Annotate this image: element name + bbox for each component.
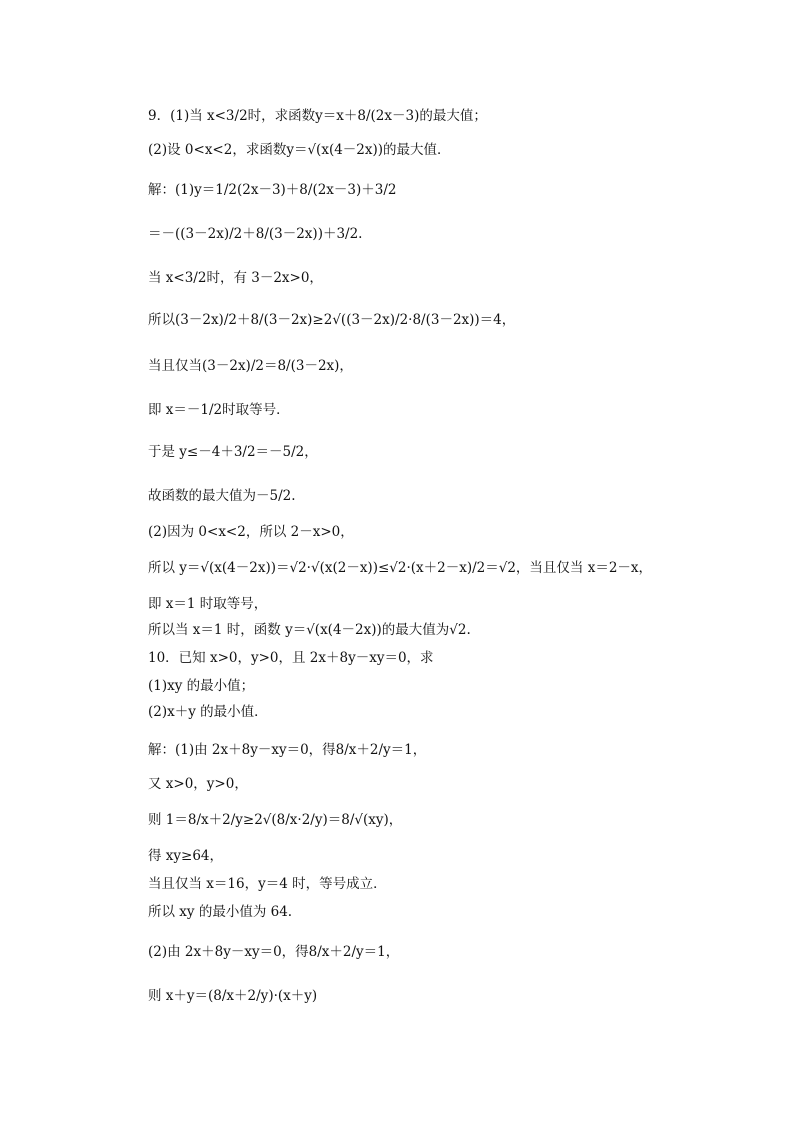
solution-line: 于是 y≤－4＋3/2＝－5/2， — [148, 444, 318, 460]
solution-line: 即 x＝1 时取等号， — [148, 596, 268, 612]
solution-line: 解：(1)y＝1/2(2x－3)＋8/(2x－3)＋3/2 — [148, 182, 397, 198]
solution-line: 得 xy≥64， — [148, 848, 224, 864]
solution-line: 即 x＝－1/2时取等号． — [148, 402, 290, 418]
solution-line: 当 x<3/2时，有 3－2x>0， — [148, 270, 323, 286]
solution-line: 则 x＋y＝(8/x＋2/y)·(x＋y) — [148, 988, 318, 1004]
problem-10-part-1: (1)xy 的最小值； — [148, 678, 255, 694]
solution-line: 则 1＝8/x＋2/y≥2√(8/x·2/y)＝8/√(xy)， — [148, 812, 403, 828]
solution-line: ＝－((3－2x)/2＋8/(3－2x))＋3/2. — [148, 226, 363, 242]
solution-line: 当且仅当 x＝16，y＝4 时，等号成立． — [148, 876, 387, 892]
solution-line: (2)因为 0<x<2，所以 2－x>0， — [148, 524, 354, 540]
problem-9-part-2: (2)设 0<x<2，求函数y＝√(x(4－2x))的最大值． — [148, 142, 451, 158]
problem-10-part-2: (2)x＋y 的最小值． — [148, 704, 268, 720]
solution-line: 故函数的最大值为－5/2. — [148, 488, 296, 504]
problem-9-part-1: 9．(1)当 x<3/2时，求函数y＝x＋8/(2x－3)的最大值； — [148, 108, 487, 124]
solution-line: (2)由 2x＋8y－xy＝0，得8/x＋2/y＝1， — [148, 944, 400, 960]
solution-line: 所以 xy 的最小值为 64. — [148, 904, 293, 920]
solution-line: 所以(3－2x)/2＋8/(3－2x)≥2√((3－2x)/2·8/(3－2x))＝4， — [148, 312, 516, 328]
solution-line: 解：(1)由 2x＋8y－xy＝0，得8/x＋2/y＝1， — [148, 742, 427, 758]
solution-line: 所以 y＝√(x(4－2x))＝√2·√(x(2－x))≤√2·(x＋2－x)/2＝√2，当且仅当 x＝2－x， — [148, 560, 653, 576]
solution-line: 又 x>0，y>0， — [148, 776, 248, 792]
solution-line: 当且仅当(3－2x)/2＝8/(3－2x)， — [148, 358, 353, 374]
solution-line: 所以当 x＝1 时，函数 y＝√(x(4－2x))的最大值为√2. — [148, 622, 471, 638]
problem-10: 10．已知 x>0，y>0，且 2x＋8y－xy＝0，求 — [148, 650, 434, 666]
